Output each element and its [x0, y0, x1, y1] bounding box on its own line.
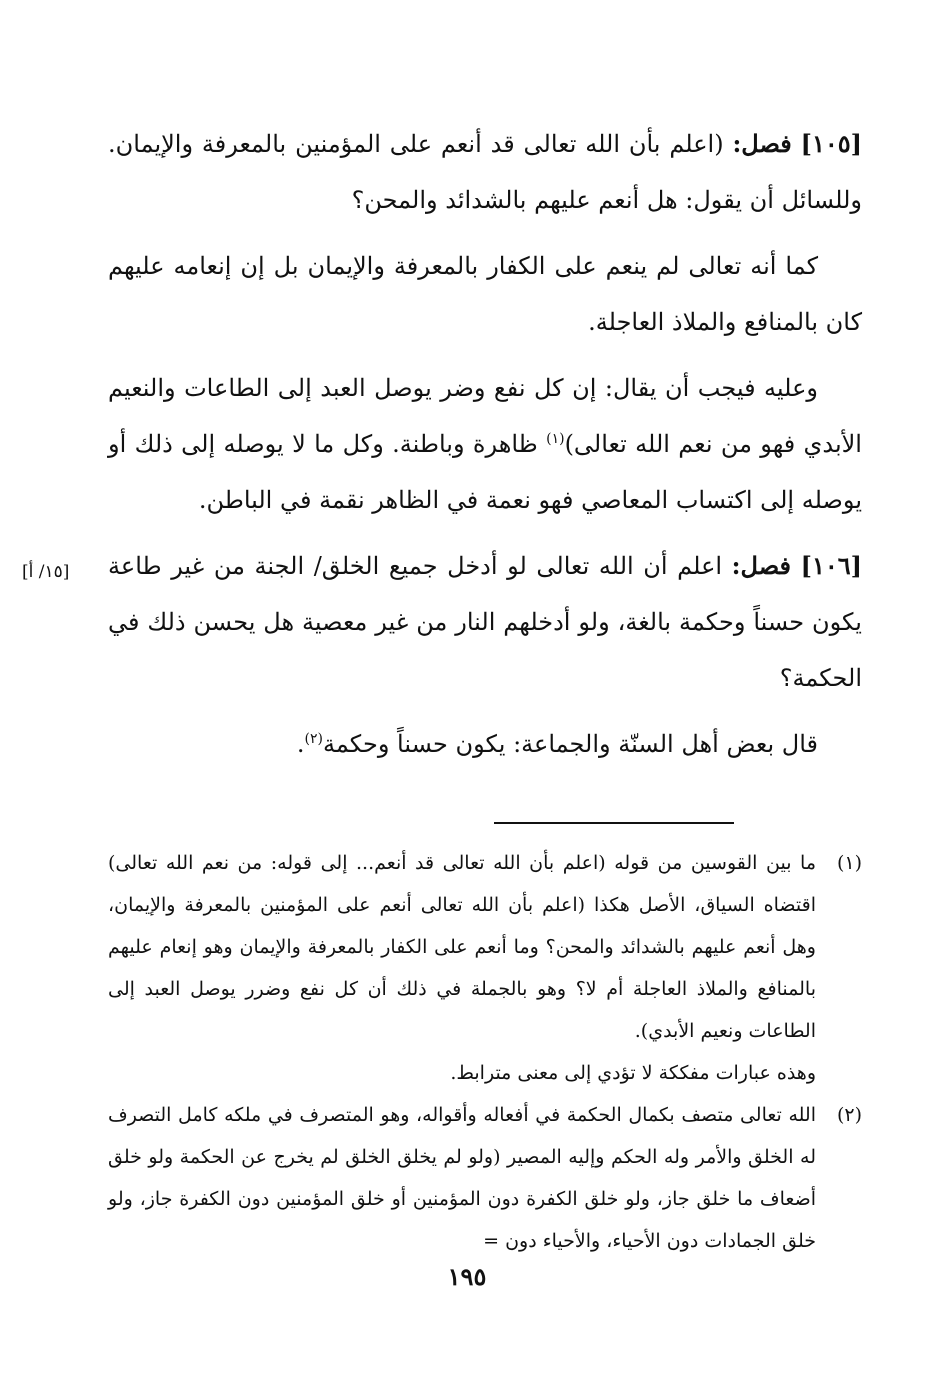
- footnote-2: [108, 1094, 862, 1262]
- section-105: [108, 116, 862, 228]
- footnote-text: ما بين القوسين من قوله (اعلم بأن الله تعالى قد أنعم... إلى قوله: من نعم الله تعالى) اقتضاه السياق، الأصل هكذا (اعلم بأن الله تعالى أنعم على المؤمنين بالمعرفة والإيمان، وهل أنعم عليهم بالشدائد والمحن؟ وما أنعم على الكفار بالمعرفة والإيمان وهو إنعام عليهم بالمنافع والملاذ العاجلة أم لا؟ وهو بالجملة في ذلك أن كل نفع وضرر يوصل العبد إلى الطاعات ونعيم الأبدي).: [108, 852, 816, 1042]
- footnote-ref-1[interactable]: (١): [546, 431, 565, 447]
- page-number: ١٩٥: [447, 1262, 487, 1291]
- footnote-1: [108, 842, 862, 1052]
- manuscript-folio-ref: [١٥/ أ]: [22, 562, 70, 582]
- paragraph-5: [108, 716, 862, 772]
- section-heading: فصل:: [732, 129, 792, 158]
- section-number: [١٠٦]: [800, 551, 862, 580]
- paragraph-end: .: [296, 730, 305, 758]
- paragraph-text: ظاهرة وباطنة. وكل ما لا يوصله إلى ذلك أو يوصله إلى اكتساب المعاصي فهو نعمة في الظاهر نقمة في الباطن.: [108, 430, 862, 514]
- footnote-text: الله تعالى متصف بكمال الحكمة في أفعاله وأقواله، وهو المتصرف في ملكه كامل التصرف له الخلق والأمر وله الحكم وإليه المصير (ولو لم يخلق الخلق لم يخرج عن الحكمة ولو خلق أضعاف ما خلق جاز، ولو خلق الكفرة دون المؤمنين أو خلق المؤمنين دون الكفرة جاز، ولو خلق الجمادات دون الأحياء، والأحياء دون =: [108, 1104, 816, 1252]
- section-text: اعلم أن الله تعالى لو أدخل جميع الخلق/ الجنة من غير طاعة يكون حسناً وحكمة بالغة، ولو أدخلهم النار من غير معصية هل يحسن ذلك في الحكمة؟: [108, 552, 862, 692]
- section-heading: فصل:: [731, 551, 791, 580]
- section-text: (اعلم بأن الله تعالى قد أنعم على المؤمنين بالمعرفة والإيمان. وللسائل أن يقول: هل أنعم عليهم بالشدائد والمحن؟: [108, 130, 862, 214]
- section-106: [22, 538, 862, 706]
- footnote-number: (٢): [836, 1104, 862, 1126]
- footnote-number: (١): [836, 852, 862, 874]
- paragraph-text: قال بعض أهل السنّة والجماعة: يكون حسناً وحكمة: [323, 730, 818, 758]
- footnotes: [108, 842, 862, 1262]
- paragraph-3: [108, 360, 862, 528]
- paragraph-text: وعليه فيجب أن يقال: إن كل نفع وضر يوصل العبد إلى الطاعات والنعيم الأبدي فهو من نعم الله تعالى): [108, 374, 862, 458]
- footnote-1-note: وهذه عبارات مفككة لا تؤدي إلى معنى مترابط.: [450, 1062, 816, 1084]
- paragraph-2: كما أنه تعالى لم ينعم على الكفار بالمعرفة والإيمان بل إن إنعامه عليهم كان بالمنافع والملاذ العاجلة.: [108, 252, 862, 336]
- footnote-divider: [108, 822, 862, 824]
- footnote-ref-2[interactable]: (٢): [304, 731, 323, 747]
- section-number: [١٠٥]: [800, 129, 862, 158]
